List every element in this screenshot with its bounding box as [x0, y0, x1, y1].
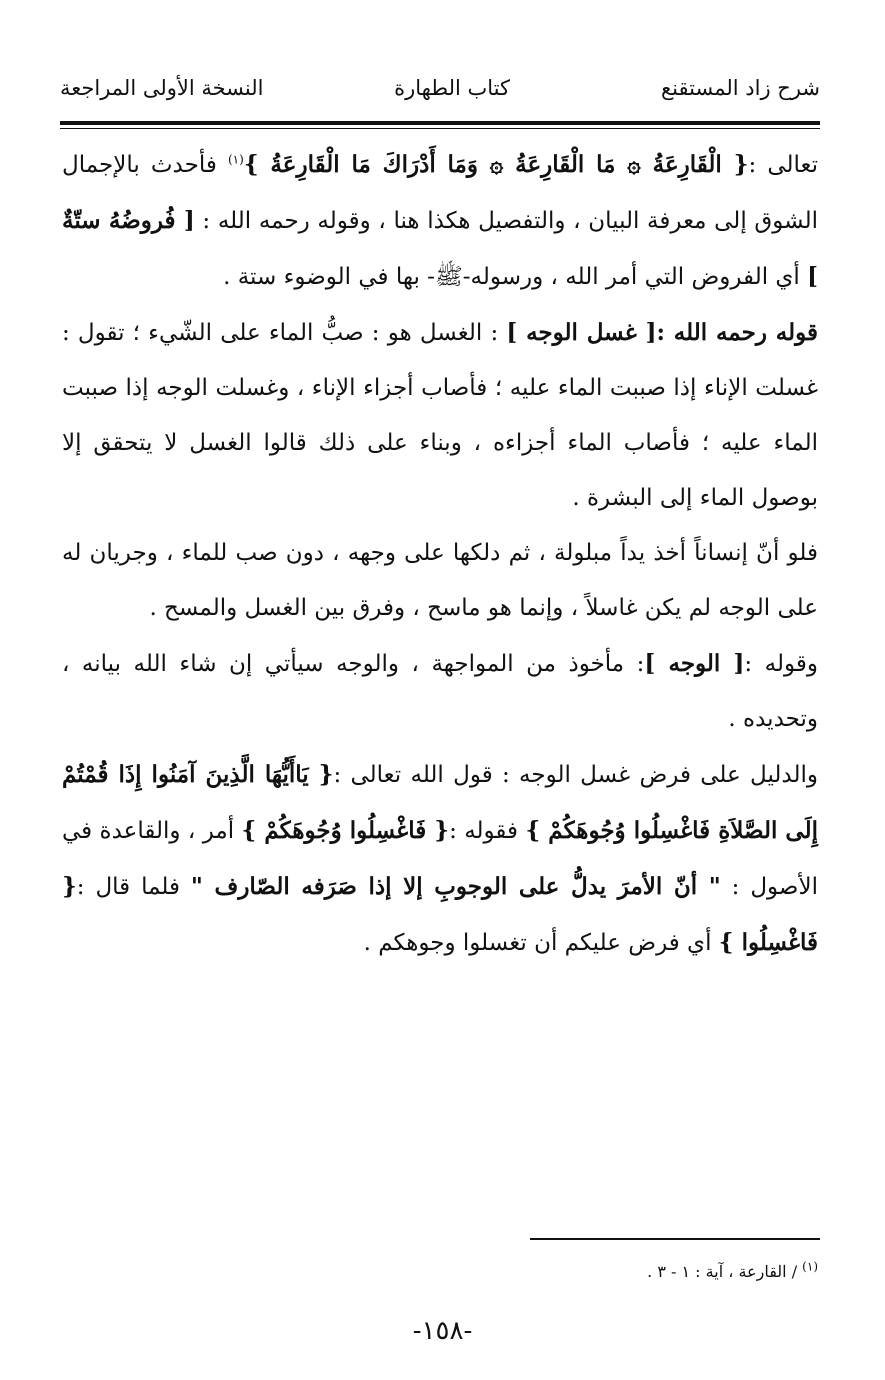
page-body [62, 137, 818, 971]
header-edition: النسخة الأولى المراجعة [60, 76, 264, 100]
paragraph-4 [62, 636, 818, 747]
matn-quote: [ فُروضُهُ ستّةٌ ] [62, 207, 818, 290]
footnote-separator [530, 1238, 820, 1240]
header-rule-thin [60, 128, 820, 129]
text: : الغسل هو : صبُّ الماء على الشّيء ؛ تقول : غسلت الإناء إذا صببت الماء عليه ؛ فأصاب أجزاء الإناء ، وغسلت الوجه إذا صببت الماء عليه ؛ فأصاب الماء أجزاءه ، وبناء على ذلك قالوا الغسل لا يتحقق إلا بوصول الماء إلى البشرة . [62, 320, 818, 511]
paragraph-1 [62, 137, 818, 305]
text: تعالى : [748, 152, 819, 178]
paragraph-2 [62, 305, 818, 526]
text: فقوله : [449, 818, 526, 844]
text: وقوله : [744, 651, 818, 677]
paragraph-5 [62, 747, 818, 971]
quran-quote: { فَاغْسِلُوا } [62, 873, 818, 956]
quran-quote: { الْقَارِعَةُ ۞ مَا الْقَارِعَةُ ۞ وَمَا أَدْرَاكَ مَا الْقَارِعَةُ } [243, 151, 749, 178]
page-number: -١٥٨- [412, 1316, 473, 1346]
text: فلما قال : [76, 874, 191, 900]
running-header [60, 76, 820, 110]
matn-quote: [ الوجه ] [644, 650, 745, 677]
matn-quote: قوله رحمه الله :[ غسل الوجه ] [506, 319, 818, 346]
text: أي فرض عليكم أن تغسلوا وجوهكم . [363, 930, 719, 956]
text: فأحدث بالإجمال الشوق إلى معرفة البيان ، والتفصيل هكذا هنا ، وقوله رحمه الله : [62, 152, 819, 234]
text: : مأخوذ من المواجهة ، والوجه سيأتي إن شاء الله بيانه ، وتحديده . [62, 651, 818, 732]
text: أي الفروض التي أمر الله ، ورسوله-ﷺ- بها في الوضوء ستة . [223, 264, 808, 290]
footnote-number: (١) [802, 1259, 818, 1274]
footnote-ref: (١) [227, 152, 244, 167]
quran-quote: { فَاغْسِلُوا وُجُوهَكُمْ } [241, 817, 450, 844]
header-rule-thick [60, 121, 820, 125]
footnote [400, 1259, 818, 1281]
header-chapter: كتاب الطهارة [394, 76, 510, 100]
quran-quote: { يَاأَيُّهَا الَّذِينَ آمَنُوا إِذَا قُمْتُمْ إِلَى الصَّلاَةِ فَاغْسِلُوا وُجُوهَكُمْ } [62, 761, 818, 844]
text: أمر ، والقاعدة في الأصول : [62, 818, 818, 900]
paragraph-3: فلو أنّ إنساناً أخذ يداً مبلولة ، ثم دلكها على وجهه ، دون صب للماء ، وجريان له على الوجه لم يكن غاسلاً ، وإنما هو ماسح ، وفرق بين الغسل والمسح . [62, 540, 818, 621]
header-book-title: شرح زاد المستقنع [661, 76, 820, 100]
footnote-text: / القارعة ، آية : ١ - ٣ . [647, 1262, 803, 1281]
rule-quote: " أنّ الأمرَ يدلُّ على الوجوبِ إلا إذا صَرَفه الصّارف " [190, 873, 721, 900]
text: والدليل على فرض غسل الوجه : قول الله تعالى : [333, 762, 818, 788]
